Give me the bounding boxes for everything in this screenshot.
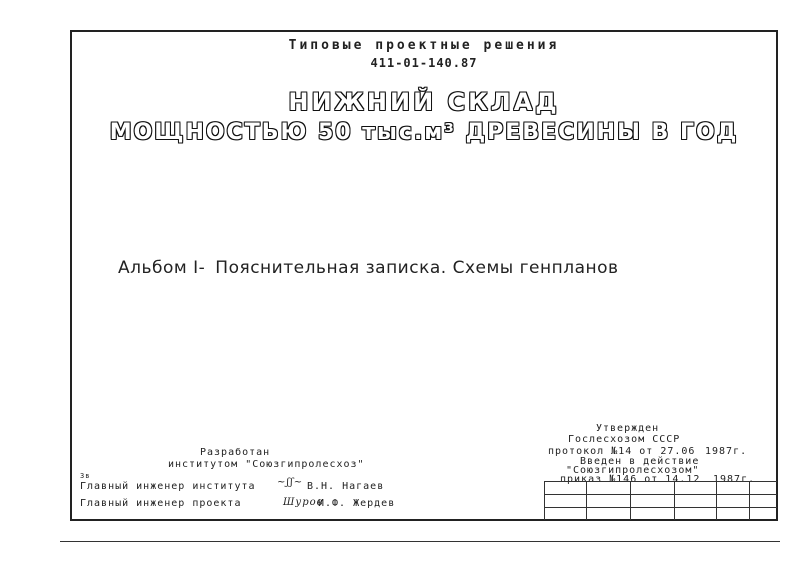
- album-label: Альбом I-: [118, 258, 206, 278]
- approval-enacted-org: "Союзгипролесхозом": [566, 465, 700, 476]
- approval-order-year: 1987г.: [713, 474, 756, 485]
- stamp-divider: [674, 481, 675, 520]
- main-title: НИЖНИЙ СКЛАД: [288, 88, 560, 116]
- stamp-divider: [630, 481, 631, 520]
- chief-institute-name: В.Н. Нагаев: [307, 481, 385, 492]
- developer-institute: институтом "Союзгипролесхоз": [168, 459, 365, 470]
- stamp-divider: [716, 481, 717, 520]
- series-title: Типовые проектные решения: [288, 38, 560, 53]
- stamp-divider: [586, 481, 587, 520]
- chief-project-role: Главный инженер проекта: [80, 498, 242, 509]
- stamp-rule: [544, 494, 777, 495]
- approval-protocol: протокол №14 от 27.06: [548, 446, 696, 457]
- title-block-stamp: [544, 481, 777, 520]
- capacity-title: МОЩНОСТЬЮ 50 тыс.м³ ДРЕВЕСИНЫ В ГОД: [109, 120, 739, 145]
- chief-institute-role: Главный инженер института: [80, 481, 256, 492]
- stamp-divider: [749, 481, 750, 520]
- chief-project-name: И.Ф. Жердев: [318, 498, 396, 509]
- stamp-divider: [544, 481, 545, 520]
- approval-enacted: Введен в действие: [580, 456, 700, 467]
- bottom-trim-line: [60, 541, 780, 542]
- developer-heading: Разработан: [200, 447, 271, 458]
- signature-nagaev: ~ʃʃ~: [277, 477, 304, 488]
- approval-protocol-year: 1987г.: [705, 446, 748, 457]
- approval-org: Гослесхозом СССР: [568, 434, 681, 445]
- signature-mark: Зв: [80, 472, 91, 480]
- stamp-rule: [544, 481, 777, 482]
- series-code: 411-01-140.87: [370, 56, 478, 70]
- signature-zherdev: Шуров: [283, 497, 324, 508]
- album-description: Пояснительная записка. Схемы генпланов: [215, 258, 619, 278]
- album-line: [118, 258, 619, 278]
- approval-order: приказ №146 от 14.12: [560, 474, 701, 485]
- approval-heading: Утвержден: [596, 423, 660, 434]
- stamp-rule: [544, 507, 777, 508]
